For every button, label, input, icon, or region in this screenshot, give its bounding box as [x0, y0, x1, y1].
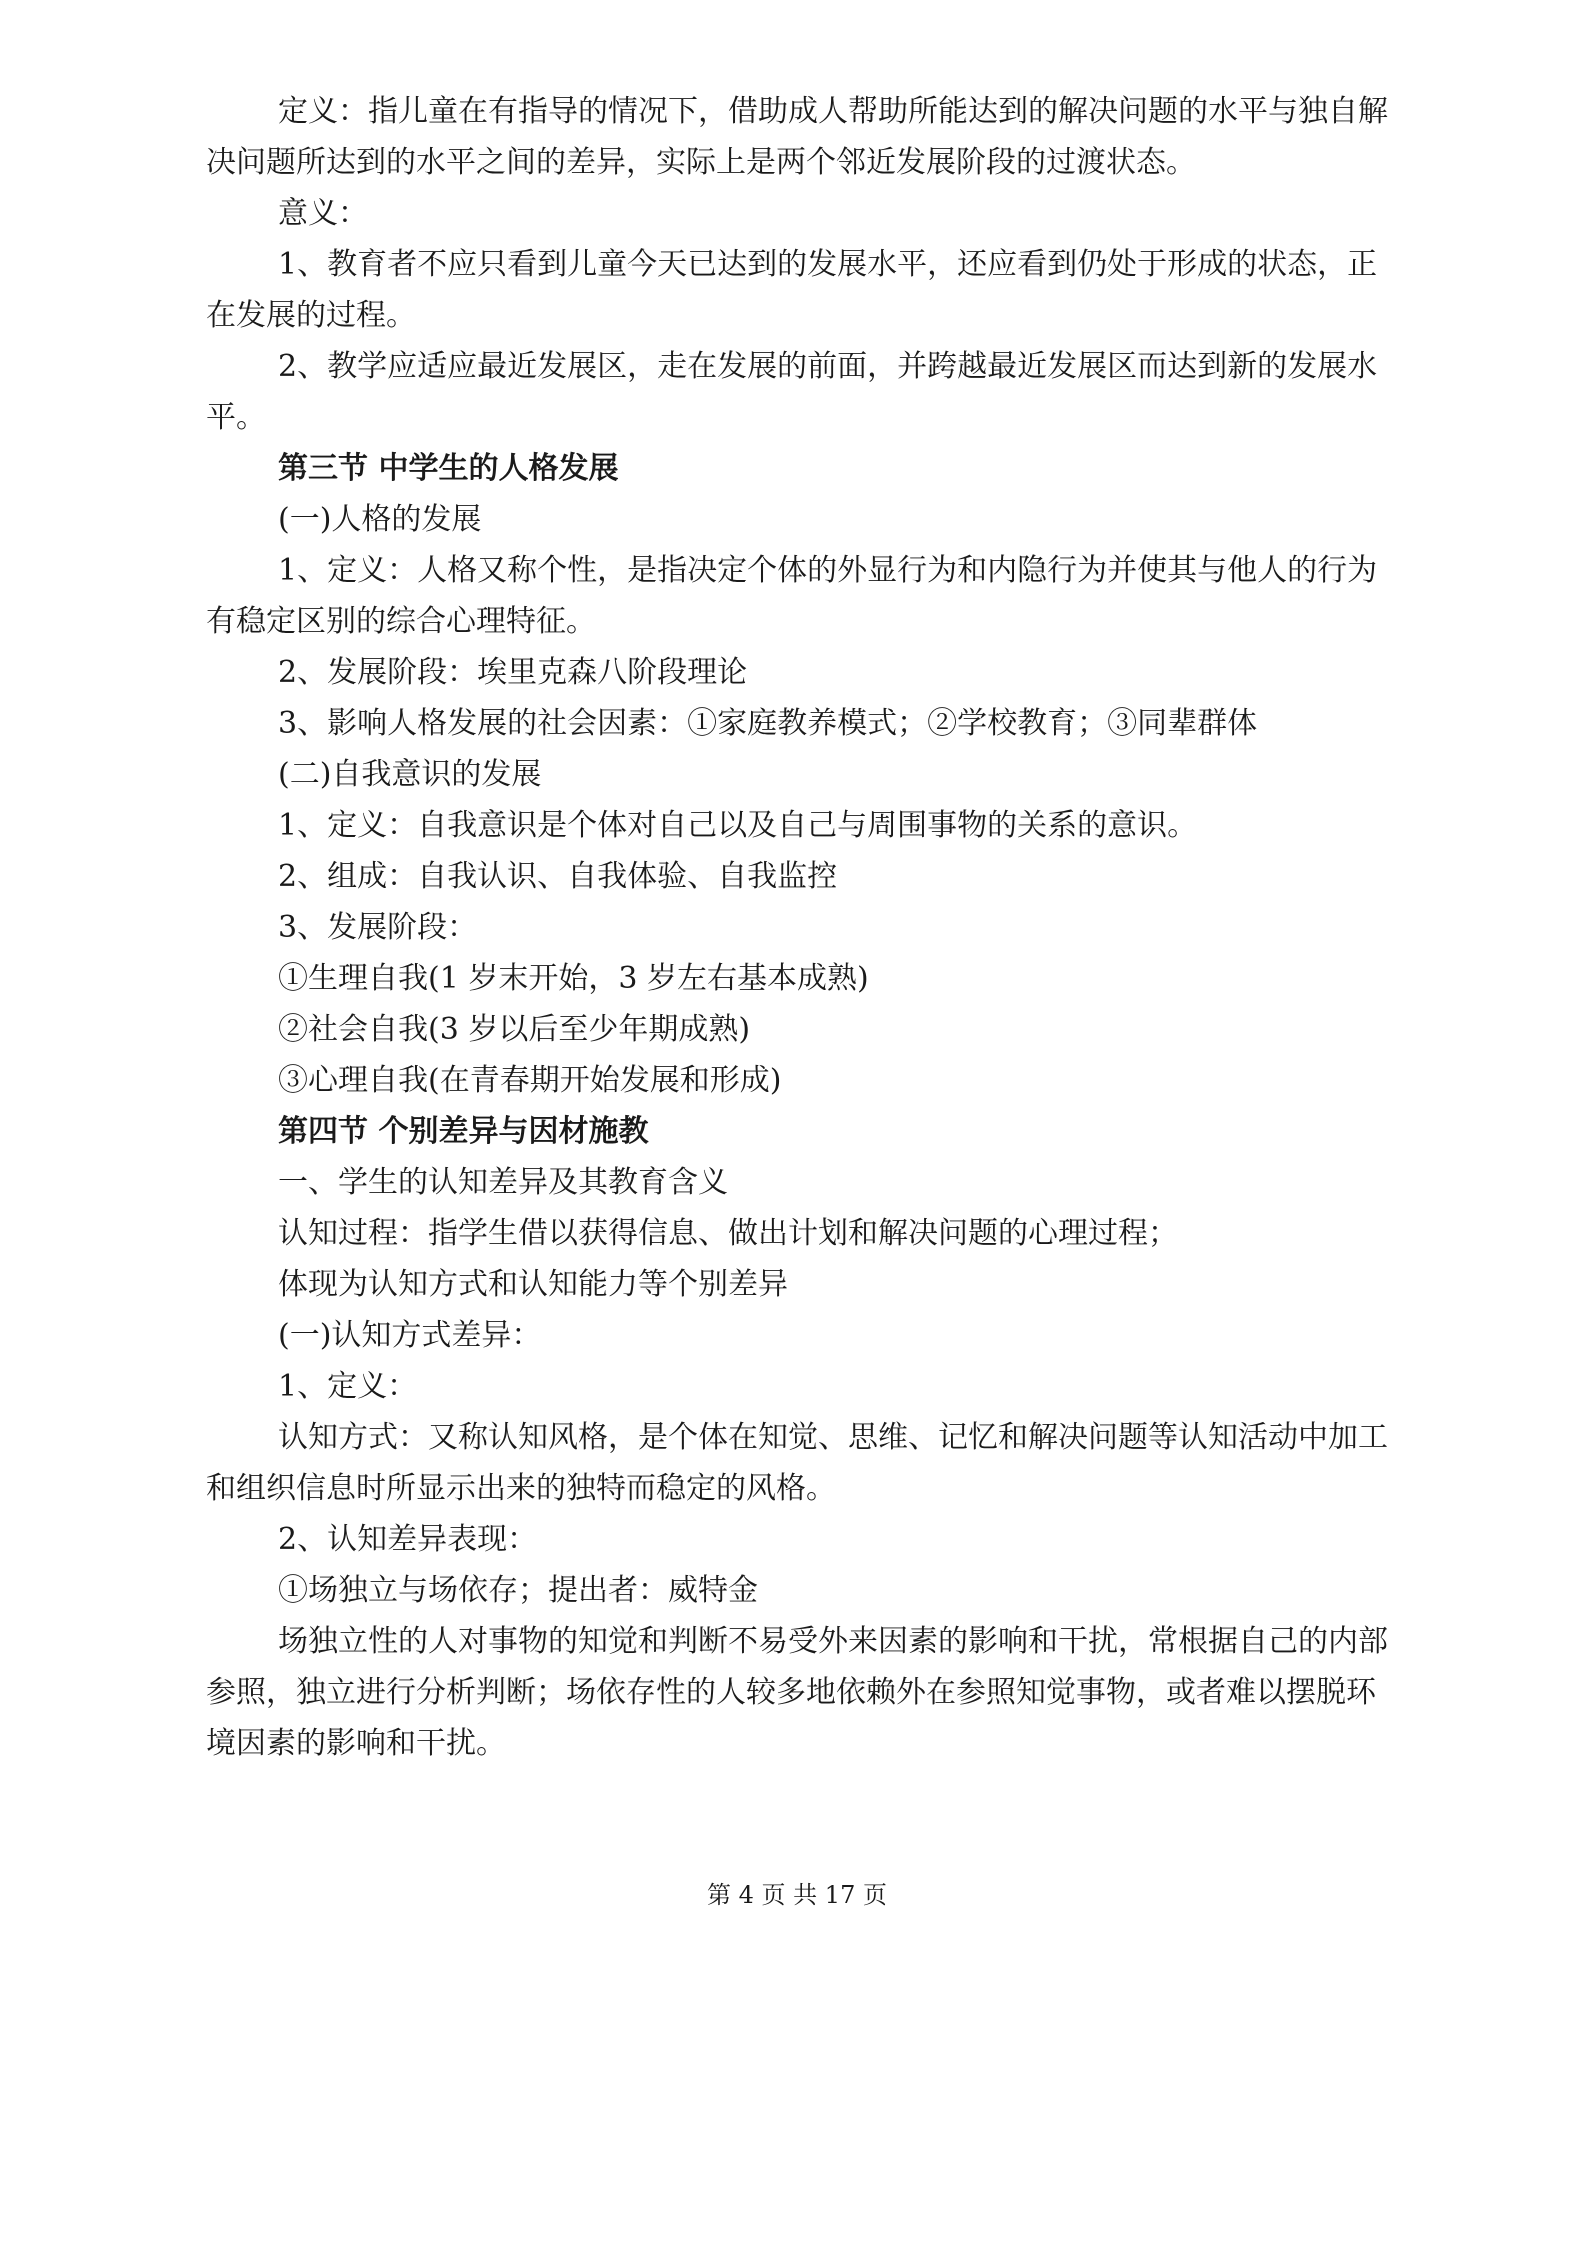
- text-line: 1、定义：自我意识是个体对自己以及自己与周围事物的关系的意识。: [278, 808, 1198, 843]
- text-line: 3、影响人格发展的社会因素：①家庭教养模式；②学校教育；③同辈群体: [278, 706, 1258, 741]
- text-line: 意义：: [278, 196, 368, 231]
- text-line: 和组织信息时所显示出来的独特而稳定的风格。: [206, 1471, 836, 1506]
- text-line: 有稳定区别的综合心理特征。: [206, 604, 596, 639]
- text-line: 认知方式：又称认知风格，是个体在知觉、思维、记忆和解决问题等认知活动中加工: [278, 1420, 1388, 1455]
- text-line: 场独立性的人对事物的知觉和判断不易受外来因素的影响和干扰，常根据自己的内部: [278, 1624, 1388, 1659]
- text-line: 1、定义：: [278, 1369, 418, 1404]
- text-line: (一)人格的发展: [278, 502, 482, 537]
- text-line: 2、组成：自我认识、自我体验、自我监控: [278, 859, 838, 894]
- text-line: ③心理自我(在青春期开始发展和形成): [278, 1063, 782, 1098]
- text-line: ①生理自我(1 岁末开始，3 岁左右基本成熟): [278, 961, 869, 996]
- text-line: 境因素的影响和干扰。: [206, 1726, 506, 1761]
- text-line: 1、定义：人格又称个性，是指决定个体的外显行为和内隐行为并使其与他人的行为: [278, 553, 1378, 588]
- text-line: 一、学生的认知差异及其教育含义: [278, 1165, 728, 1200]
- page-footer: 第 4 页 共 17 页: [707, 1881, 887, 1909]
- text-line: 参照，独立进行分析判断；场依存性的人较多地依赖外在参照知觉事物，或者难以摆脱环: [206, 1675, 1376, 1710]
- document-body: [206, 86, 1440, 1769]
- text-line: 决问题所达到的水平之间的差异，实际上是两个邻近发展阶段的过渡状态。: [206, 145, 1196, 180]
- text-line: 2、认知差异表现：: [278, 1522, 538, 1557]
- text-line: 认知过程：指学生借以获得信息、做出计划和解决问题的心理过程；: [278, 1216, 1178, 1251]
- text-line: ②社会自我(3 岁以后至少年期成熟): [278, 1012, 751, 1047]
- text-line: 在发展的过程。: [206, 298, 416, 333]
- section-heading: 第三节 中学生的人格发展: [278, 451, 619, 486]
- text-line: 平。: [206, 400, 266, 435]
- text-line: ①场独立与场依存；提出者：威特金: [278, 1573, 758, 1608]
- text-line: 体现为认知方式和认知能力等个别差异: [278, 1267, 788, 1302]
- text-line: (二)自我意识的发展: [278, 757, 542, 792]
- text-line: 2、发展阶段：埃里克森八阶段理论: [278, 655, 748, 690]
- section-heading: 第四节 个别差异与因材施教: [278, 1114, 649, 1149]
- text-line: 3、发展阶段：: [278, 910, 478, 945]
- text-line: (一)认知方式差异：: [278, 1318, 542, 1353]
- text-line: 1、教育者不应只看到儿童今天已达到的发展水平，还应看到仍处于形成的状态，正: [278, 247, 1378, 282]
- text-line: 定义：指儿童在有指导的情况下，借助成人帮助所能达到的解决问题的水平与独自解: [278, 94, 1388, 129]
- text-line: 2、教学应适应最近发展区，走在发展的前面，并跨越最近发展区而达到新的发展水: [278, 349, 1378, 384]
